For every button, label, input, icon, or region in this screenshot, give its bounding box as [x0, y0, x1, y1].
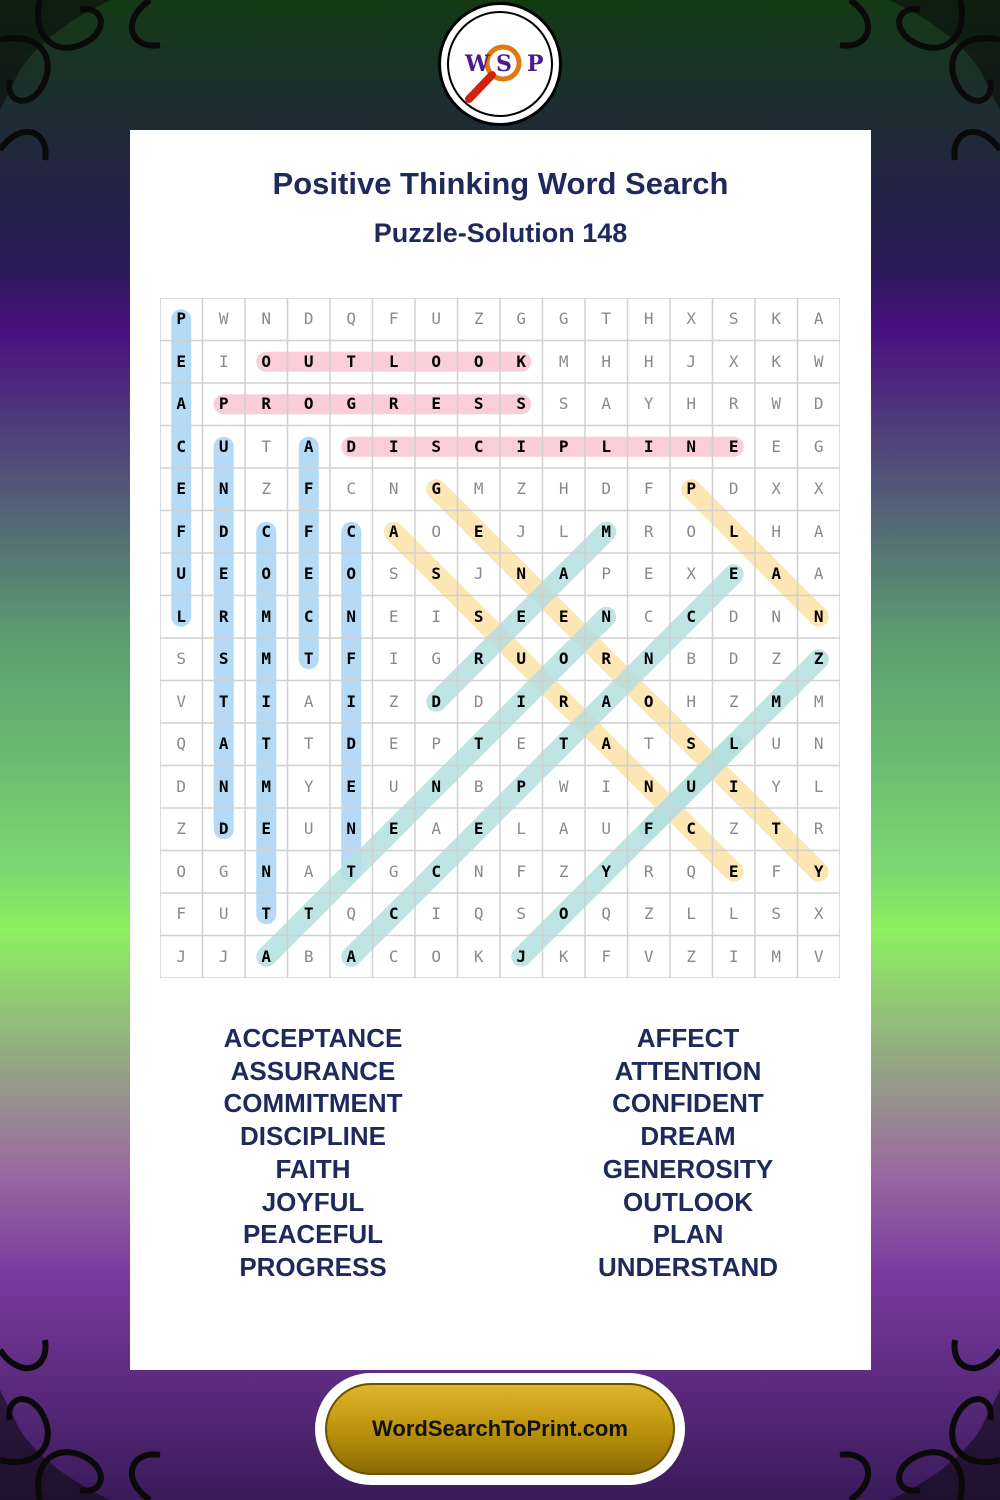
grid-cell: Z	[176, 819, 187, 838]
grid-cell: Q	[473, 904, 484, 923]
grid-cell: Y	[601, 861, 612, 881]
grid-cell: E	[516, 734, 527, 753]
grid-cell: P	[601, 564, 612, 583]
grid-cell: M	[473, 479, 484, 498]
grid-cell: N	[686, 436, 697, 456]
grid-cell: A	[218, 734, 229, 753]
grid-cell: L	[728, 904, 739, 923]
grid-cell: R	[601, 649, 612, 668]
grid-cell: C	[431, 861, 442, 881]
grid-cell: S	[176, 649, 187, 668]
grid-cell: P	[431, 734, 442, 753]
grid-cell: R	[388, 394, 399, 413]
grid-cell: D	[303, 309, 314, 328]
grid-cell: G	[431, 649, 442, 668]
grid-cell: U	[303, 819, 314, 838]
grid-cell: H	[686, 394, 697, 413]
grid-cell: T	[473, 734, 484, 753]
grid-cell: D	[473, 691, 484, 711]
grid-cell: P	[558, 436, 569, 456]
grid-cell: T	[346, 861, 357, 881]
grid-cell: U	[431, 309, 442, 328]
grid-cell: N	[643, 649, 654, 668]
grid-cell: X	[813, 904, 824, 923]
grid-cell: E	[473, 819, 484, 838]
grid-cell: D	[176, 776, 187, 796]
grid-cell: D	[218, 819, 229, 838]
logo-letter-w: W	[465, 51, 490, 77]
grid-cell: T	[303, 734, 314, 753]
grid-cell: U	[218, 904, 229, 923]
grid-cell: V	[813, 946, 824, 966]
grid-cell: I	[388, 436, 399, 456]
grid-cell: P	[176, 309, 187, 328]
page-subtitle: Puzzle-Solution 148	[373, 218, 628, 248]
grid-cell: L	[516, 819, 527, 838]
grid-cell: A	[431, 819, 442, 838]
grid-cell: T	[303, 649, 314, 668]
grid-cell: P	[218, 394, 229, 413]
grid-cell: I	[728, 776, 739, 796]
grid-cell: X	[813, 479, 824, 498]
grid-cell: C	[261, 521, 272, 541]
grid-cell: N	[601, 606, 612, 626]
grid-cell: F	[771, 861, 782, 881]
grid-cell: Z	[728, 819, 739, 838]
grid-cell: U	[771, 734, 782, 753]
grid-cell: O	[303, 394, 314, 413]
grid-cell: A	[558, 564, 569, 583]
grid-cell: H	[643, 351, 654, 371]
word-list-item: GENEROSITY	[602, 1153, 774, 1184]
grid-cell: Y	[303, 776, 314, 796]
logo-letter-s: S	[496, 51, 512, 77]
grid-cell: R	[473, 649, 484, 668]
grid-cell: F	[601, 946, 612, 966]
grid-cell: R	[218, 606, 229, 626]
grid-cell: L	[686, 904, 697, 923]
grid-cell: E	[643, 564, 654, 583]
grid-cell: P	[686, 479, 697, 498]
grid-cell: F	[176, 904, 187, 923]
letter-grid	[160, 298, 840, 978]
grid-cell: U	[176, 564, 187, 583]
grid-cell: O	[643, 691, 654, 711]
grid-cell: W	[558, 776, 569, 796]
grid-cell: N	[388, 479, 399, 498]
grid-cell: Z	[728, 691, 739, 711]
grid-cell: I	[643, 436, 654, 456]
grid-cell: E	[771, 436, 782, 456]
grid-cell: Q	[346, 904, 357, 923]
grid-cell: S	[473, 394, 484, 413]
grid-cell: I	[261, 691, 272, 711]
grid-cell: E	[388, 734, 399, 753]
grid-cell: U	[686, 776, 697, 796]
word-list-item: COMMITMENT	[223, 1088, 403, 1119]
grid-cell: O	[558, 904, 569, 923]
word-list-item: CONFIDENT	[612, 1088, 764, 1119]
grid-cell: A	[601, 394, 612, 413]
grid-cell: U	[516, 649, 527, 668]
grid-cell: T	[558, 734, 569, 753]
grid-cell: M	[261, 776, 272, 796]
grid-cell: O	[558, 649, 569, 668]
grid-cell: T	[261, 904, 272, 923]
grid-cell: S	[728, 309, 739, 328]
grid-cell: T	[346, 351, 357, 371]
grid-cell: C	[176, 436, 187, 456]
grid-cell: B	[686, 649, 697, 668]
grid-cell: J	[516, 521, 527, 541]
grid-cell: E	[388, 606, 399, 626]
grid-cell: A	[303, 436, 314, 456]
grid-cell: G	[346, 394, 357, 413]
word-list-item: OUTLOOK	[623, 1186, 753, 1217]
grid-cell: M	[813, 691, 824, 711]
grid-cell: S	[473, 606, 484, 626]
word-list-right	[503, 1022, 873, 1284]
grid-cell: T	[261, 734, 272, 753]
grid-cell: E	[176, 479, 187, 498]
grid-cell: I	[601, 776, 612, 796]
grid-cell: A	[388, 521, 399, 541]
grid-cell: F	[516, 861, 527, 881]
grid-cell: E	[473, 521, 484, 541]
grid-cell: N	[346, 606, 357, 626]
grid-cell: O	[261, 351, 272, 371]
grid-cell: A	[346, 946, 357, 966]
grid-cell: O	[686, 521, 697, 541]
grid-cell: R	[558, 691, 569, 711]
grid-cell: O	[431, 521, 442, 541]
grid-cell: D	[813, 394, 824, 413]
grid-cell: U	[601, 819, 612, 838]
grid-cell: E	[346, 776, 357, 796]
grid-cell: A	[601, 691, 612, 711]
grid-cell: N	[813, 606, 824, 626]
grid-cell: E	[388, 819, 399, 838]
grid-cell: A	[558, 819, 569, 838]
grid-cell: O	[431, 351, 442, 371]
magnifier-icon	[441, 5, 559, 123]
grid-cell: G	[516, 309, 527, 328]
grid-cell: C	[388, 946, 399, 966]
grid-cell: K	[516, 351, 527, 371]
grid-cell: X	[686, 309, 697, 328]
site-logo[interactable]	[438, 2, 562, 126]
grid-cell: G	[431, 479, 442, 498]
grid-cell: Z	[686, 946, 697, 966]
grid-cell: O	[473, 351, 484, 371]
grid-cell: U	[388, 776, 399, 796]
grid-cell: N	[431, 776, 442, 796]
grid-cell: Y	[813, 861, 824, 881]
grid-cell: J	[218, 946, 229, 966]
grid-cell: E	[218, 564, 229, 583]
grid-cell: Y	[643, 394, 654, 413]
website-link[interactable]: WordSearchToPrint.com	[372, 1416, 628, 1441]
word-list-item: ATTENTION	[614, 1055, 762, 1086]
grid-cell: F	[643, 819, 654, 838]
grid-cell: C	[473, 436, 484, 456]
grid-cell: I	[346, 691, 357, 711]
grid-cell: K	[473, 946, 484, 966]
grid-cell: C	[346, 479, 357, 498]
grid-cell: M	[771, 691, 782, 711]
grid-cell: N	[813, 734, 824, 753]
grid-cell: A	[813, 309, 824, 328]
grid-cell: M	[771, 946, 782, 966]
grid-cell: I	[388, 649, 399, 668]
grid-cell: A	[601, 734, 612, 753]
grid-cell: G	[813, 436, 824, 456]
grid-cell: K	[771, 309, 782, 328]
grid-cell: L	[176, 606, 187, 626]
grid-cell: D	[346, 734, 357, 753]
grid-cell: S	[558, 394, 569, 413]
grid-cell: N	[218, 479, 229, 498]
grid-cell: Q	[686, 861, 697, 881]
grid-cell: I	[516, 691, 527, 711]
grid-cell: A	[813, 564, 824, 583]
grid-cell: J	[686, 351, 697, 371]
grid-cell: Z	[771, 649, 782, 668]
grid-cell: S	[431, 564, 442, 583]
grid-cell: F	[388, 309, 399, 328]
word-list-item: UNDERSTAND	[597, 1251, 779, 1282]
grid-cell: R	[643, 521, 654, 541]
grid-cell: Q	[346, 309, 357, 328]
grid-cell: Z	[643, 904, 654, 923]
grid-cell: Q	[176, 734, 187, 753]
grid-cell: A	[176, 394, 187, 413]
grid-cell: N	[261, 861, 272, 881]
grid-cell: C	[346, 521, 357, 541]
grid-cell: F	[643, 479, 654, 498]
word-list-item: PEACEFUL	[242, 1219, 384, 1250]
grid-cell: F	[176, 521, 187, 541]
word-list-item: FAITH	[275, 1153, 351, 1184]
grid-cell: D	[218, 521, 229, 541]
grid-cell: L	[813, 776, 824, 796]
grid-cell: S	[771, 904, 782, 923]
grid-cell: H	[686, 691, 697, 711]
grid-cell: M	[601, 521, 612, 541]
grid-cell: A	[261, 946, 272, 966]
grid-cell: E	[728, 861, 739, 881]
grid-cell: Z	[558, 861, 569, 881]
logo-letter-p: P	[527, 51, 544, 77]
grid-cell: E	[558, 606, 569, 626]
grid-cell: F	[346, 649, 357, 668]
grid-cell: J	[473, 564, 484, 583]
grid-cell: D	[601, 479, 612, 498]
grid-cell: K	[771, 351, 782, 371]
grid-cell: N	[261, 309, 272, 328]
puzzle-sheet	[130, 130, 871, 1370]
grid-cell: X	[728, 351, 739, 371]
grid-cell: O	[431, 946, 442, 966]
grid-cell: Z	[388, 691, 399, 711]
grid-cell: T	[601, 309, 612, 328]
grid-cell: C	[303, 606, 314, 626]
grid-cell: F	[303, 479, 314, 498]
grid-cell: Y	[771, 776, 782, 796]
grid-cell: A	[303, 861, 314, 881]
grid-cell: N	[516, 564, 527, 583]
grid-cell: T	[771, 819, 782, 838]
grid-cell: C	[643, 606, 654, 626]
grid-cell: V	[176, 691, 187, 711]
grid-cell: E	[728, 436, 739, 456]
grid-cell: N	[346, 819, 357, 838]
grid-cell: C	[388, 904, 399, 923]
grid-cell: L	[728, 521, 739, 541]
grid-cell: I	[516, 436, 527, 456]
grid-cell: P	[516, 776, 527, 796]
grid-cell: C	[686, 819, 697, 838]
grid-cell: T	[218, 691, 229, 711]
word-list-item: PLAN	[652, 1219, 724, 1250]
grid-cell: T	[643, 734, 654, 753]
grid-cell: Q	[601, 904, 612, 923]
word-list-item: ASSURANCE	[230, 1055, 396, 1086]
grid-cell: D	[728, 649, 739, 668]
grid-cell: E	[431, 394, 442, 413]
grid-cell: L	[601, 436, 612, 456]
grid-cell: N	[218, 776, 229, 796]
grid-cell: M	[558, 351, 569, 371]
grid-cell: I	[431, 904, 442, 923]
grid-cell: O	[346, 564, 357, 583]
grid-cell: A	[771, 564, 782, 583]
grid-cell: O	[261, 564, 272, 583]
grid-cell: D	[346, 436, 357, 456]
grid-cell: R	[728, 394, 739, 413]
grid-cell: M	[261, 649, 272, 668]
grid-cell: S	[516, 394, 527, 413]
grid-cell: I	[218, 351, 229, 371]
grid-cell: S	[218, 649, 229, 668]
page-title: Positive Thinking Word Search	[272, 166, 729, 201]
grid-cell: G	[218, 861, 229, 881]
grid-cell: B	[303, 946, 314, 966]
word-list-item: ACCEPTANCE	[223, 1023, 403, 1053]
grid-cell: L	[558, 521, 569, 541]
grid-cell: S	[516, 904, 527, 923]
word-list-item: JOYFUL	[261, 1186, 365, 1217]
grid-cell: D	[728, 479, 739, 498]
grid-cell: Z	[516, 479, 527, 498]
grid-cell: F	[303, 521, 314, 541]
grid-cell: E	[516, 606, 527, 626]
grid-cell: H	[771, 521, 782, 541]
grid-cell: V	[643, 946, 654, 966]
grid-cell: U	[218, 436, 229, 456]
word-list-item: PROGRESS	[239, 1251, 387, 1282]
grid-cell: D	[728, 606, 739, 626]
grid-cell: T	[303, 904, 314, 923]
grid-cell: B	[473, 776, 484, 796]
grid-cell: H	[601, 351, 612, 371]
grid-cell: J	[176, 946, 187, 966]
grid-cell: L	[728, 734, 739, 753]
grid-cell: Z	[473, 309, 484, 328]
website-button[interactable]	[315, 1373, 685, 1485]
grid-cell: X	[686, 564, 697, 583]
grid-cell: S	[686, 734, 697, 753]
grid-cell: X	[771, 479, 782, 498]
grid-cell: J	[516, 946, 527, 966]
grid-cell: H	[558, 479, 569, 498]
grid-cell: N	[473, 861, 484, 881]
grid-cell: Z	[813, 649, 824, 668]
word-list-item: AFFECT	[636, 1023, 740, 1053]
grid-cell: S	[431, 436, 442, 456]
grid-cell: C	[686, 606, 697, 626]
grid-cell: A	[303, 691, 314, 711]
grid-cell: W	[218, 309, 229, 328]
word-list-item: DISCIPLINE	[240, 1121, 386, 1152]
grid-cell: E	[261, 819, 272, 838]
grid-cell: H	[643, 309, 654, 328]
grid-cell: O	[176, 861, 187, 881]
grid-cell: E	[176, 351, 187, 371]
grid-cell: N	[643, 776, 654, 796]
grid-cell: E	[728, 564, 739, 583]
grid-cell: N	[771, 606, 782, 626]
grid-cell: U	[303, 351, 314, 371]
grid-cell: R	[643, 861, 654, 881]
grid-cell: E	[303, 564, 314, 583]
grid-cell: L	[388, 351, 399, 371]
grid-cell: W	[771, 394, 782, 413]
grid-cell: I	[431, 606, 442, 626]
grid-cell: I	[728, 946, 739, 966]
grid-cell: R	[813, 819, 824, 838]
grid-cell: D	[431, 691, 442, 711]
grid-cell: G	[388, 861, 399, 881]
grid-cell: R	[261, 394, 272, 413]
word-list-left	[128, 1022, 498, 1284]
grid-cell: A	[813, 521, 824, 541]
grid-cell: T	[261, 436, 272, 456]
grid-cell: Z	[261, 479, 272, 498]
word-list-item: DREAM	[640, 1121, 736, 1152]
grid-cell: M	[261, 606, 272, 626]
grid-cell: G	[558, 309, 569, 328]
grid-cell: W	[813, 351, 824, 371]
grid-cell: K	[558, 946, 569, 966]
grid-cell: S	[388, 564, 399, 583]
